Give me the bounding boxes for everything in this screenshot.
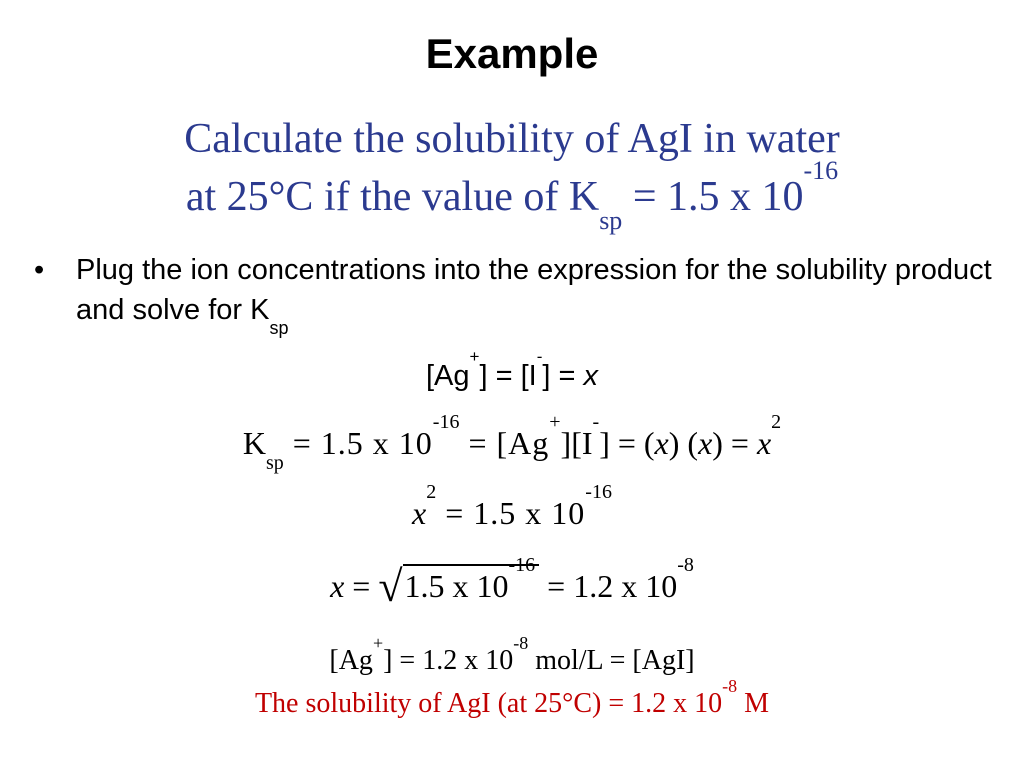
ksp-equation: $K_{sp} = 1.5$ x $10^{-16} = [Ag^+][I^-] = (x) (x) = x^2$ bbox=[242, 411, 782, 475]
slide-title: Example bbox=[425, 30, 599, 77]
ag-concentration-result: [Ag+] = 1.2 x $10^{-8}$ mol/L = [AgI] bbox=[329, 632, 695, 676]
ion-concentration-equation: [Ag+] = [I-] = x bbox=[426, 347, 598, 392]
square-root-icon: √ bbox=[378, 562, 403, 611]
problem-statement bbox=[0, 110, 1024, 236]
bullet-item bbox=[34, 250, 994, 338]
x-solution-equation: x = √1.5 x $10^{-16} = 1.2$ x $10^{-8}$ bbox=[330, 554, 694, 611]
problem-line-2: at 25°C if the value of $K_{sp} = 1.5$ x $10^{-16}$ bbox=[185, 156, 839, 236]
radicand: 1.5 x $10^{-16}$ bbox=[403, 564, 540, 605]
problem-line-1: Calculate the solubility of AgI in water bbox=[184, 116, 840, 162]
bullet-dot: • bbox=[34, 254, 45, 286]
bullet-text: Plug the ion concentrations into the expression for the solubility product and solve for $K_{sp}$ bbox=[76, 254, 992, 338]
x-squared-equation: $x^2 = 1.5$ x $10^{-16}$ bbox=[412, 481, 612, 531]
solubility-conclusion: The solubility of AgI (at 25°C) = 1.2 x $10^{-8}$ M bbox=[254, 675, 770, 719]
